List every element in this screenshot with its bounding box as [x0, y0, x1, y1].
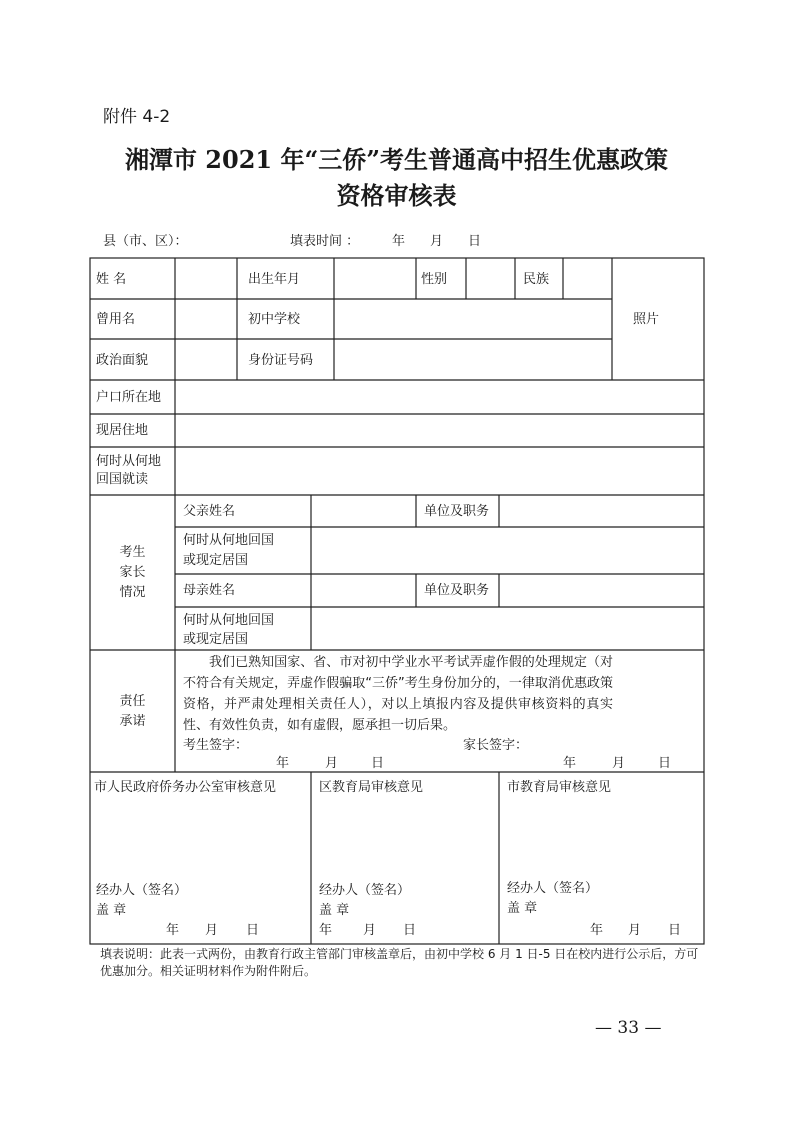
ethnic-label: 民族 [523, 272, 550, 287]
promise-text: 我们已熟知国家、省、市对初中学业水平考试弄虚作假的处理规定（对不符合有关规定，弄虚作假骗取“三侨”考生身份加分的，一律取消优惠政策资格，并严肃处理相关责任人），对以上填报内容及提供审核资料的真实性、有效性负责，如有虚假，愿承担一切后果。 [183, 655, 613, 733]
office-month: 月 [205, 923, 219, 938]
father-return-line2: 或现定居国 [183, 553, 249, 568]
mother-unit-label: 单位及职务 [424, 583, 490, 598]
fill-time-label: 填表时间 ： [290, 234, 360, 249]
family-label-line1: 考生 [119, 545, 146, 560]
seal-label-3: 盖 章 [507, 901, 538, 916]
district-edu-opinion: 区教育局审核意见 [319, 780, 424, 795]
office-day: 日 [246, 923, 260, 938]
mother-return-line1: 何时从何地回国 [183, 613, 275, 628]
page-title: 湘潭市 2021 年“三侨”考生普通高中招生优惠政策 [124, 145, 669, 174]
mother-return-line2: 或现定居国 [183, 632, 249, 647]
handler-label-2: 经办人（签名） [319, 883, 411, 898]
district-year: 年 [319, 923, 333, 938]
junior-school-label: 初中学校 [248, 312, 301, 327]
district-month: 月 [363, 923, 377, 938]
political-label: 政治面貌 [96, 353, 149, 368]
county-label: 县（市、区）： [103, 234, 188, 249]
residence-label: 现居住地 [96, 423, 149, 438]
hukou-label: 户口所在地 [96, 390, 162, 405]
student-month: 月 [325, 756, 339, 771]
seal-label-1: 盖 章 [96, 903, 127, 918]
city-year: 年 [590, 923, 604, 938]
parent-sign-label: 家长签字： [463, 738, 529, 753]
parent-month: 月 [612, 756, 626, 771]
duty-label-line1: 责任 [119, 694, 146, 709]
handler-label-1: 经办人（签名） [96, 883, 188, 898]
city-edu-opinion: 市教育局审核意见 [507, 780, 612, 795]
office-year: 年 [166, 923, 180, 938]
family-label-line3: 情况 [119, 585, 146, 600]
birth-label: 出生年月 [248, 272, 301, 287]
student-sign-label: 考生签字： [183, 738, 249, 753]
fill-day: 日 [468, 234, 482, 249]
former-name-label: 曾用名 [96, 312, 136, 327]
mother-name-label: 母亲姓名 [183, 583, 236, 598]
overseas-office-opinion: 市人民政府侨务办公室审核意见 [94, 780, 277, 795]
father-name-label: 父亲姓名 [183, 504, 236, 519]
city-month: 月 [628, 923, 642, 938]
duty-label-line2: 承诺 [119, 714, 146, 729]
parent-day: 日 [658, 756, 672, 771]
return-label-line2: 回国就读 [96, 472, 149, 487]
page-subtitle: 资格审核表 [336, 181, 457, 210]
student-day: 日 [371, 756, 385, 771]
id-number-label: 身份证号码 [248, 353, 314, 368]
fill-month: 月 [430, 234, 444, 249]
family-label-line2: 家长 [119, 565, 146, 580]
student-year: 年 [276, 756, 290, 771]
fill-year: 年 [392, 234, 406, 249]
return-label-line1: 何时从何地 [96, 454, 162, 469]
fill-instructions: 填表说明：此表一式两份，由教育行政主管部门审核盖章后，由初中学校 6 月 1 日-5 日在校内进行公示后，方可优惠加分。相关证明材料作为附件附后。 [100, 947, 699, 978]
name-label: 姓 名 [96, 272, 127, 287]
gender-label: 性别 [421, 272, 448, 287]
city-day: 日 [668, 923, 682, 938]
father-return-line1: 何时从何地回国 [183, 533, 275, 548]
page-number: — 33 — [595, 1018, 662, 1038]
district-day: 日 [403, 923, 417, 938]
handler-label-3: 经办人（签名） [507, 881, 599, 896]
parent-year: 年 [563, 756, 577, 771]
attachment-label: 附件 4-2 [103, 107, 171, 127]
photo-label: 照片 [633, 312, 660, 327]
seal-label-2: 盖 章 [319, 903, 350, 918]
father-unit-label: 单位及职务 [424, 504, 490, 519]
